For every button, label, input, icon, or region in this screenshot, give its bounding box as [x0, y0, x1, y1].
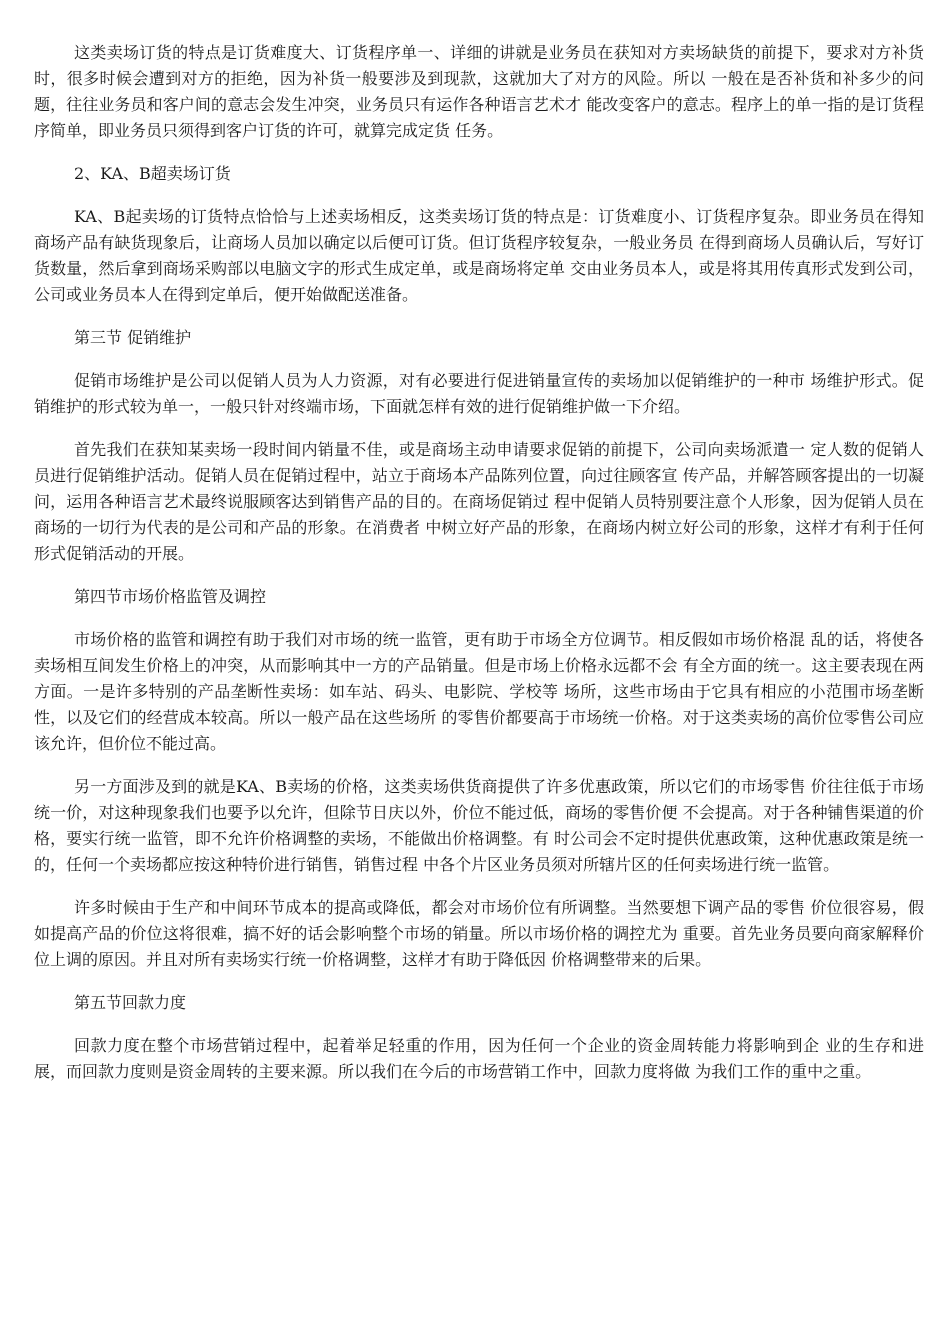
paragraph-price-adjustment: 许多时候由于生产和中间环节成本的提高或降低，都会对市场价位有所调整。当然要想下调产品的零售 价位很容易，假如提高产品的价位这将很难，搞不好的话会影响整个市场的销量。所以市场价格的调控尤为 重要。首先业务员要向商家解释价位上调的原因。并且对所有卖场实行统一价格调整，这样才有助于降低因 价格调整带来的后果。 [34, 898, 924, 969]
paragraph-price-monopoly: 市场价格的监管和调控有助于我们对市场的统一监管，更有助于市场全方位调节。相反假如市场价格混 乱的话，将使各卖场相互间发生价格上的冲突，从而影响其中一方的产品销量。但是市场上价格永远都不会 有全方面的统一。这主要表现在两方面。一是许多特别的产品垄断性卖场：如车站、码头、电影院、学校等 场所，这些市场由于它具有相应的小范围市场垄断性，以及它们的经营成本较高。所以一般产品在这些场所 的零售价都要高于市场统一价格。对于这类卖场的高价位零售公司应该允许，但价位不能过高。 [34, 630, 924, 753]
paragraph-promotion-intro: 促销市场维护是公司以促销人员为人力资源，对有必要进行促进销量宣传的卖场加以促销维护的一种市 场维护形式。促销维护的形式较为单一，一般只针对终端市场，下面就怎样有效的进行促销维护做一下介绍。 [34, 371, 924, 416]
heading-ka-b-ordering: 2、KA、B超卖场订货 [74, 164, 231, 183]
heading-section-4-price: 第四节市场价格监管及调控 [74, 587, 267, 606]
paragraph-collection: 回款力度在整个市场营销过程中，起着举足轻重的作用，因为任何一个企业的资金周转能力将影响到企 业的生存和进展，而回款力度则是资金周转的主要来源。所以我们在今后的市场营销工作中，回款力度将做 为我们工作的重中之重。 [34, 1036, 924, 1081]
heading-section-5-collection: 第五节回款力度 [74, 993, 187, 1012]
paragraph-ordering-difficulty: 这类卖场订货的特点是订货难度大、订货程序单一、详细的讲就是业务员在获知对方卖场缺货的前提下，要求对方补货时，很多时候会遭到对方的拒绝，因为补货一般要涉及到现款，这就加大了对方的风险。所以 一般在是否补货和补多少的问题，往往业务员和客户间的意志会发生冲突，业务员只有运作各种语言艺术才 能改变客户的意志。程序上的单一指的是订货程序简单，即业务员只须得到客户订货的许可，就算完成定货 任务。 [34, 43, 924, 140]
paragraph-promotion-process: 首先我们在获知某卖场一段时间内销量不佳，或是商场主动申请要求促销的前提下，公司向卖场派遣一 定人数的促销人员进行促销维护活动。促销人员在促销过程中，站立于商场本产品陈列位置，向过往顾客宣 传产品，并解答顾客提出的一切凝问，运用各种语言艺术最终说服顾客达到销售产品的目的。在商场促销过 程中促销人员特别要注意个人形象，因为促销人员在商场的一切行为代表的是公司和产品的形象。在消费者 中树立好产品的形象，在商场内树立好公司的形象，这样才有利于任何形式促销活动的开展。 [34, 440, 924, 563]
paragraph-ka-b-ordering: KA、B起卖场的订货特点恰恰与上述卖场相反，这类卖场订货的特点是：订货难度小、订货程序复杂。即业务员在得知商场产品有缺货现象后，让商场人员加以确定以后便可订货。但订货程序较复杂，一般业务员 在得到商场人员确认后，写好订货数量，然后拿到商场采购部以电脑文字的形式生成定单，或是商场将定单 交由业务员本人，或是将其用传真形式发到公司，公司或业务员本人在得到定单后，便开始做配送准备。 [34, 207, 924, 304]
heading-section-3-promotion: 第三节 促销维护 [74, 328, 192, 347]
document-page [34, 40, 924, 1102]
paragraph-price-ka-b: 另一方面涉及到的就是KA、B卖场的价格，这类卖场供货商提供了许多优惠政策，所以它们的市场零售 价往往低于市场统一价，对这种现象我们也要予以允许，但除节日庆以外，价位不能过低，商场的零售价便 不会提高。对于各种铺售渠道的价格，要实行统一监管，即不允许价格调整的卖场，不能做出价格调整。有 时公司会不定时提供优惠政策，这种优惠政策是统一的，任何一个卖场都应按这种特价进行销售，销售过程 中各个片区业务员须对所辖片区的任何卖场进行统一监管。 [34, 777, 924, 874]
